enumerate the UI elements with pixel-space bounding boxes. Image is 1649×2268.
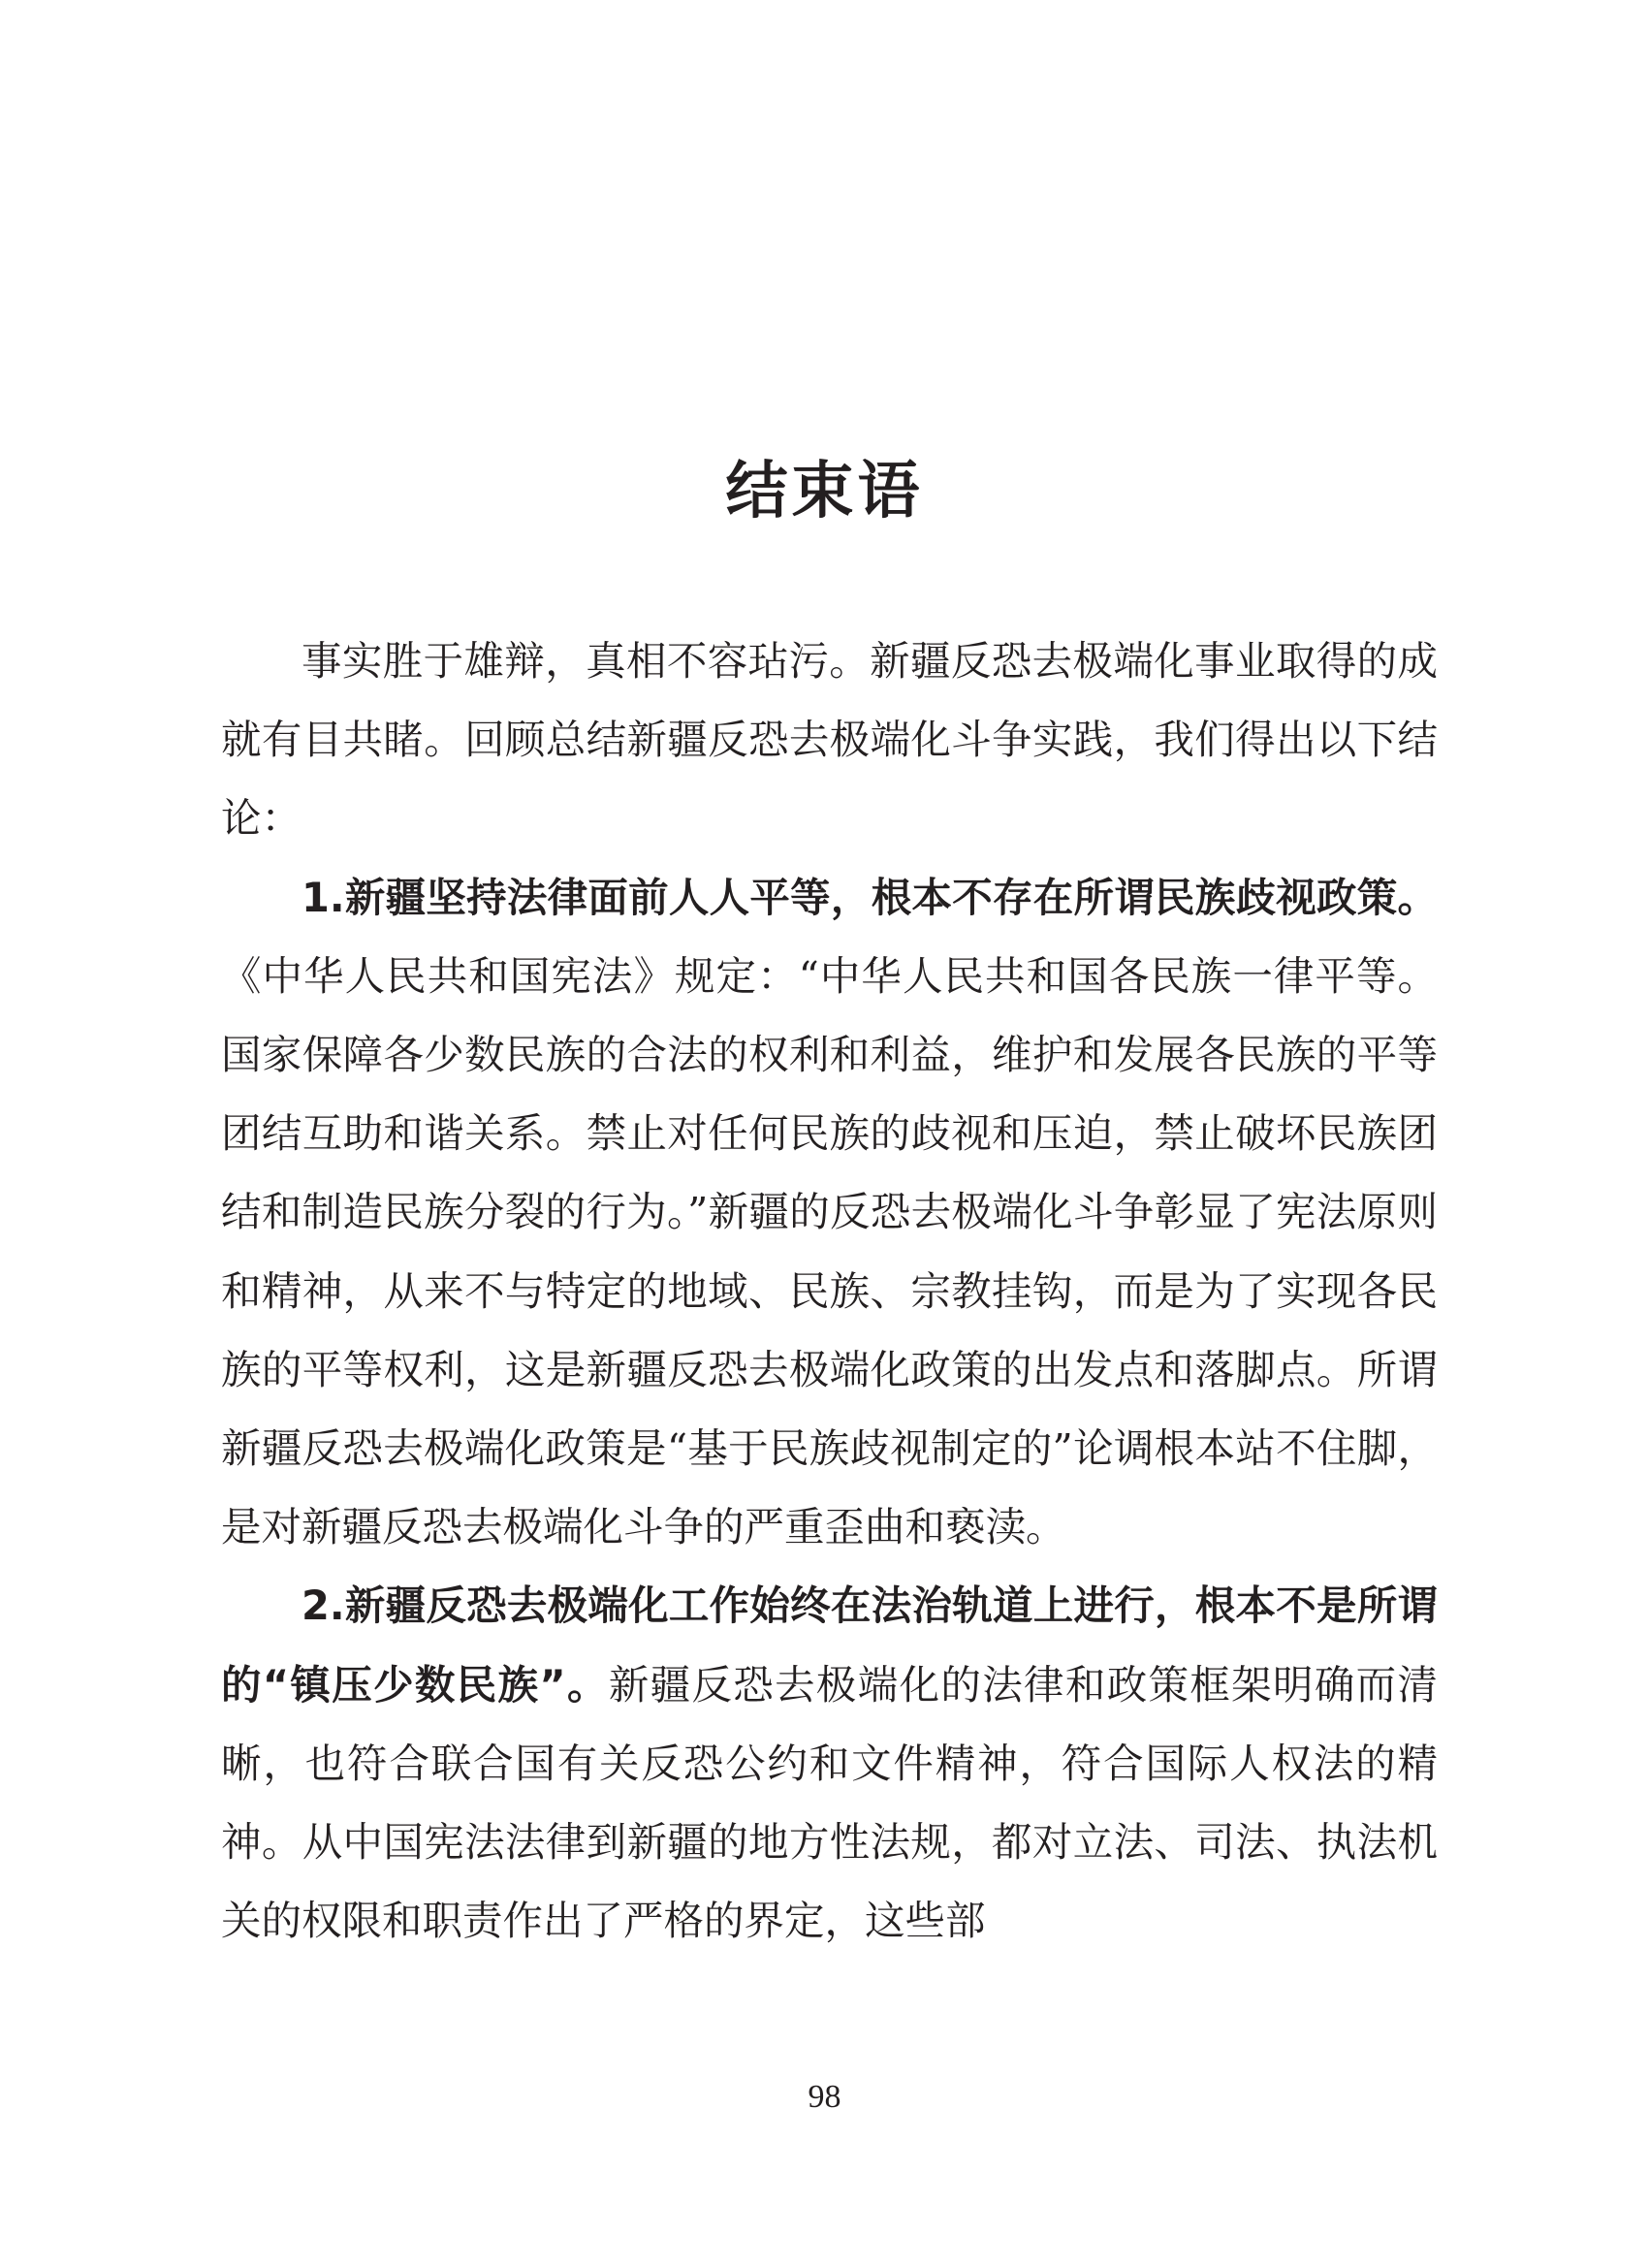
- paragraph-lead: 2.新疆反恐去极端化工作始终在法治轨道上进行，根本不是所谓的“镇压少数民族”。: [221, 1581, 1438, 1709]
- paragraph-conclusion-1: [221, 858, 1438, 1567]
- body-text: [221, 622, 1438, 1960]
- chapter-title: 结束语: [725, 455, 924, 527]
- paragraph-lead: 1.新疆坚持法律面前人人平等，根本不存在所谓民族歧视政策。: [301, 873, 1438, 921]
- paragraph-text: 事实胜于雄辩，真相不容玷污。新疆反恐去极端化事业取得的成就有目共睹。回顾总结新疆反恐去极端化斗争实践，我们得出以下结论：: [221, 637, 1438, 843]
- paragraph-text: 新疆反恐去极端化的法律和政策框架明确而清晰，也符合联合国有关反恐公约和文件精神，符合国际人权法的精神。从中国宪法法律到新疆的地方性法规，都对立法、司法、执法机关的权限和职责作出了严格的界定，这些部: [221, 1660, 1438, 1945]
- paragraph-intro: [221, 622, 1438, 858]
- paragraph-text: 《中华人民共和国宪法》规定：“中华人民共和国各民族一律平等。国家保障各少数民族的合法的权利和利益，维护和发展各民族的平等团结互助和谐关系。禁止对任何民族的歧视和压迫，禁止破坏民族团结和制造民族分裂的行为。”新疆的反恐去极端化斗争彰显了宪法原则和精神，从来不与特定的地域、民族、宗教挂钩，而是为了实现各民族的平等权利，这是新疆反恐去极端化政策的出发点和落脚点。所谓新疆反恐去极端化政策是“基于民族歧视制定的”论调根本站不住脚，是对新疆反恐去极端化斗争的严重歪曲和亵渎。: [221, 951, 1438, 1551]
- paragraph-conclusion-2: [221, 1566, 1438, 1960]
- page-number: 98: [808, 2079, 841, 2115]
